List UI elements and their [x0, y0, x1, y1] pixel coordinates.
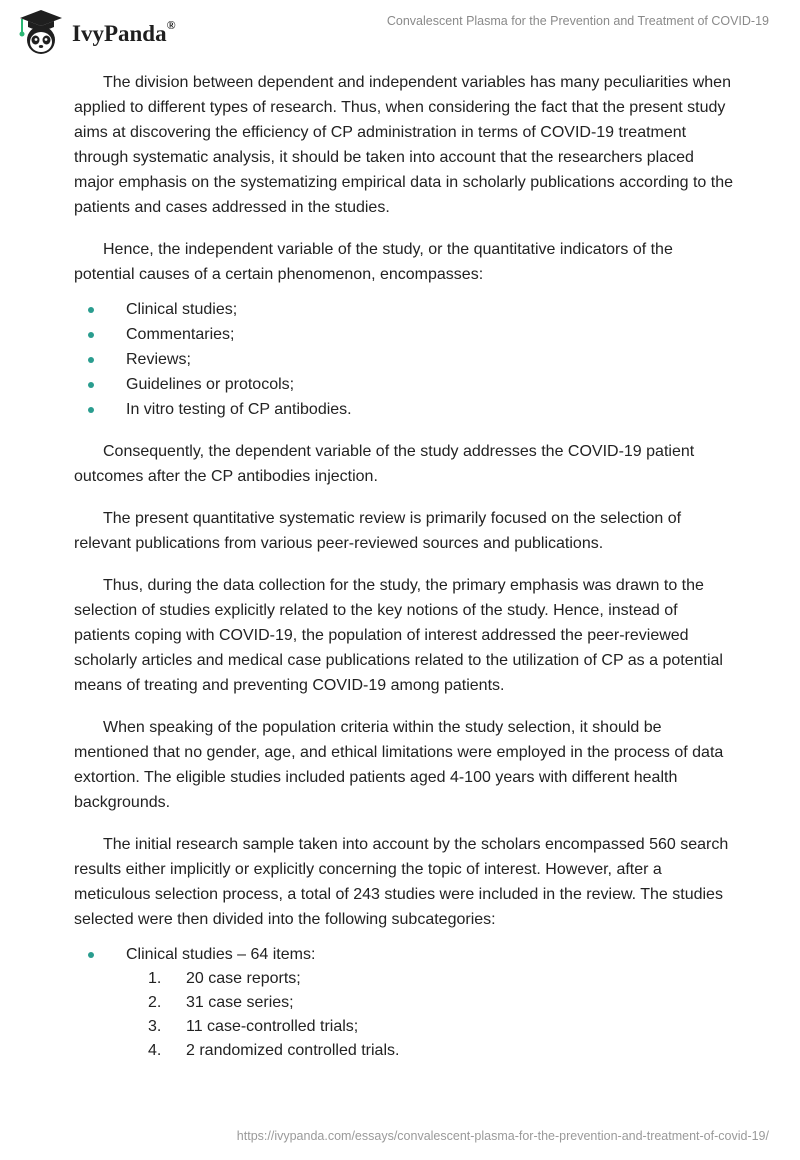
page-header	[0, 0, 800, 64]
list-item: Clinical studies;	[74, 297, 734, 322]
list-item: Commentaries;	[74, 322, 734, 347]
list-item: Clinical studies – 64 items: 1. 20 case reports; 2. 31 case series; 3. 11 case-controlled trials; 4. 2 randomized controlled trials.	[74, 942, 734, 1063]
list-item: Reviews;	[74, 347, 734, 372]
list-item: Guidelines or protocols;	[74, 372, 734, 397]
bullet-icon	[88, 407, 94, 413]
panda-logo-icon	[14, 8, 68, 56]
paragraph: The division between dependent and independent variables has many peculiarities when applied to different types of research. Thus, when considering the fact that the present study aims at discovering the efficiency of CP administration in terms of COVID-19 treatment through systematic analysis, it should be taken into account that the researchers placed major emphasis on the systematizing empirical data in scholarly publications according to the patients and cases addressed in the studies.	[74, 74, 733, 216]
bullet-icon	[88, 357, 94, 363]
document-title: Convalescent Plasma for the Prevention and Treatment of COVID-19	[386, 14, 769, 28]
bullet-list	[74, 297, 734, 422]
source-url[interactable]: https://ivypanda.com/essays/convalescent-plasma-for-the-prevention-and-treatment-of-covid-19/	[236, 1129, 769, 1143]
numbered-item: 3. 11 case-controlled trials;	[148, 1018, 359, 1035]
bullet-icon	[88, 307, 94, 313]
bullet-icon	[88, 952, 94, 958]
paragraph: Hence, the independent variable of the study, or the quantitative indicators of the potential causes of a certain phenomenon, encompasses:	[74, 241, 673, 283]
bullet-icon	[88, 382, 94, 388]
paragraph: Thus, during the data collection for the study, the primary emphasis was drawn to the selection of studies explicitly related to the key notions of the study. Hence, instead of patients coping with COVID-19, the population of interest addressed the peer-reviewed scholarly articles and medical case publications related to the utilization of CP as a potential means of treating and preventing COVID-19 among patients.	[74, 577, 723, 694]
essay-body	[74, 70, 734, 1080]
bullet-list	[74, 942, 734, 1063]
list-item: In vitro testing of CP antibodies.	[74, 397, 734, 422]
numbered-list	[126, 967, 734, 1063]
numbered-item: 1. 20 case reports;	[148, 970, 301, 987]
numbered-item: 4. 2 randomized controlled trials.	[148, 1042, 400, 1059]
numbered-item: 2. 31 case series;	[148, 994, 294, 1011]
brand-name: IvyPanda®	[72, 18, 176, 46]
paragraph: The initial research sample taken into account by the scholars encompassed 560 search results either implicitly or explicitly concerning the topic of interest. However, after a meticulous selection process, a total of 243 studies were included in the review. The studies selected were then divided into the following subcategories:	[74, 836, 729, 928]
ivypanda-logo[interactable]	[14, 8, 176, 56]
paragraph: The present quantitative systematic review is primarily focused on the selection of relevant publications from various peer-reviewed sources and publications.	[74, 510, 682, 552]
paragraph: Consequently, the dependent variable of the study addresses the COVID-19 patient outcomes after the CP antibodies injection.	[74, 443, 695, 485]
bullet-icon	[88, 332, 94, 338]
paragraph: When speaking of the population criteria within the study selection, it should be mentioned that no gender, age, and ethical limitations were employed in the process of data extortion. The eligible studies included patients aged 4-100 years with different health backgrounds.	[74, 719, 724, 811]
